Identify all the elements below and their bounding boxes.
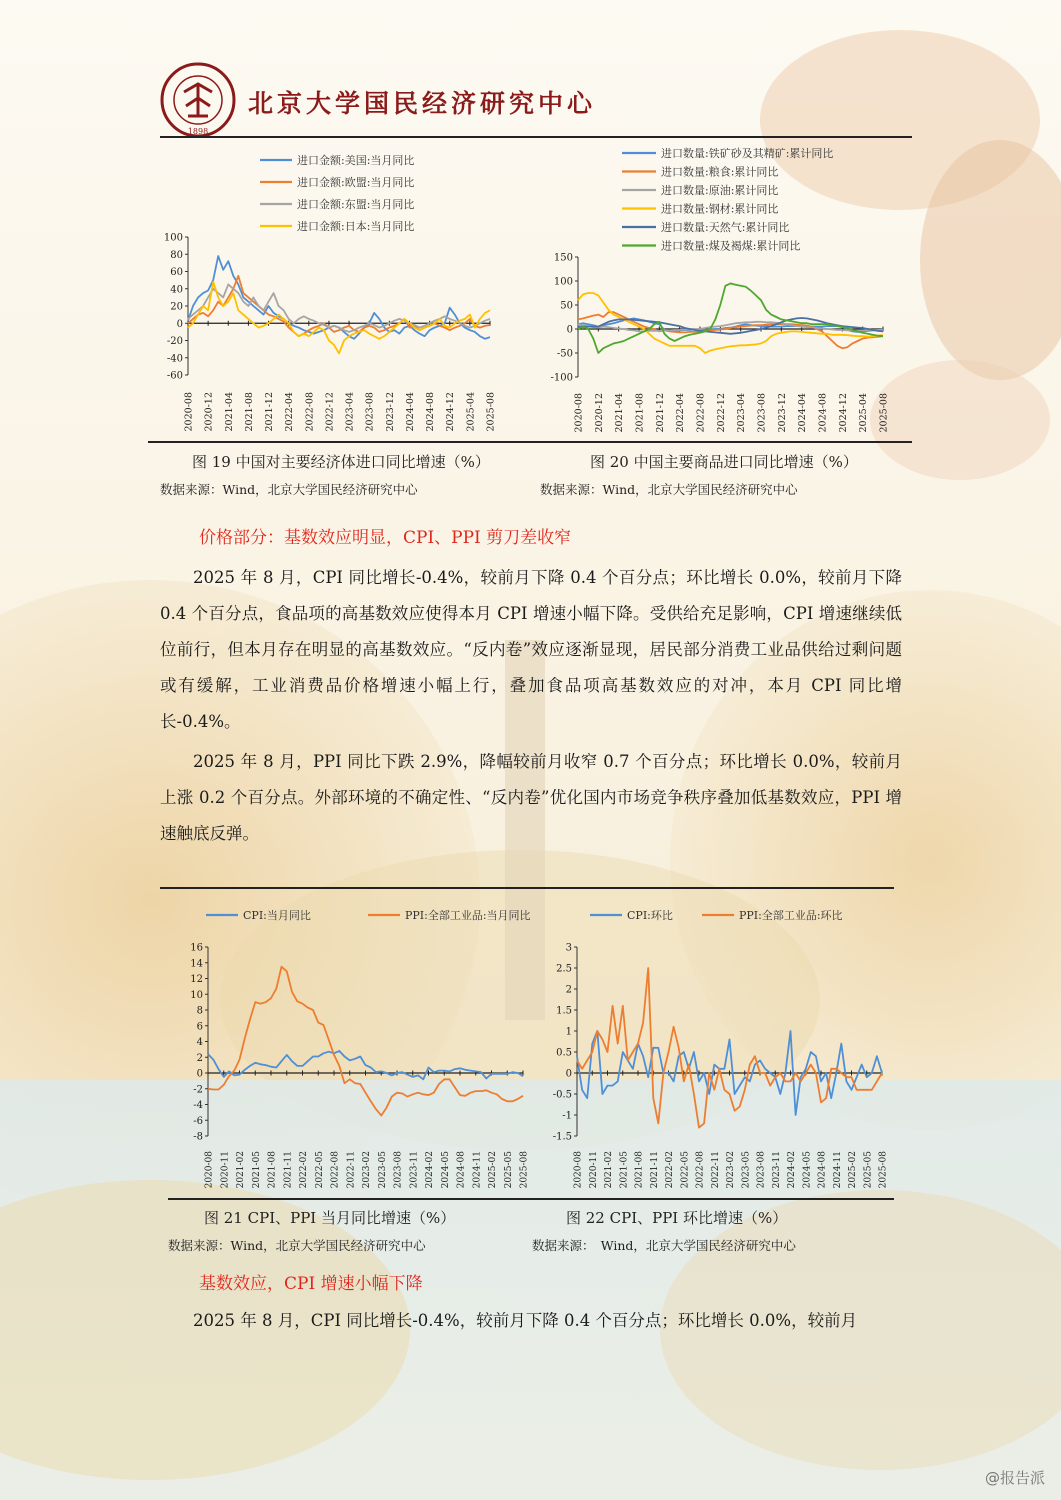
x-tick-label: 2023-02: [726, 1151, 736, 1189]
chart-fig20: [530, 140, 910, 440]
legend-label: CPI:环比: [627, 909, 673, 922]
x-tick-label: 2023-12: [384, 392, 396, 432]
logo-year: 1898: [187, 127, 209, 136]
paragraph-ppi: 2025 年 8 月，PPI 同比下跌 2.9%，降幅较前月收窄 0.7 个百分点；环比增长 0.0%，较前月上涨 0.2 个百分点。外部环境的不确定性、“反内卷”优化国内市场竞争秩序叠加低基数效应，PPI 增速触底反弹。: [160, 752, 902, 843]
y-tick-label: -20: [166, 336, 183, 347]
chart-fig21: [168, 895, 538, 1195]
x-tick-label: 2021-08: [634, 1151, 645, 1189]
x-tick-label: 2023-02: [362, 1151, 372, 1189]
x-tick-label: 2020-08: [573, 1151, 584, 1189]
fig21-source: 数据来源：Wind，北京大学国民经济研究中心: [168, 1238, 426, 1253]
cpi-section-heading: 基数效应，CPI 增速小幅下降: [199, 1274, 423, 1294]
y-tick-label: 20: [170, 301, 183, 313]
legend-label: 进口金额:美国:当月同比: [297, 154, 415, 167]
y-tick-label: -0.5: [552, 1089, 572, 1101]
x-tick-label: 2025-08: [878, 393, 890, 433]
y-tick-label: -100: [550, 372, 573, 384]
x-tick-label: 2022-08: [695, 1151, 706, 1189]
x-tick-label: 2021-12: [264, 392, 276, 432]
watermark: @报告派: [984, 1469, 1045, 1487]
paragraph-cpi: 2025 年 8 月，CPI 同比增长-0.4%，较前月下降 0.4 个百分点；环比增长 0.0%，较前月下降 0.4 个百分点，食品项的高基数效应使得本月 CPI 增速小幅下降。受供给充足影响，CPI 增速继续低位前行，但本月存在明显的高基数效应。“反内卷”效应逐渐显现，居民部分消费工业品供给过剩问题或有缓解，工业消费品价格增速小幅上行，叠加食品项高基数效应的对冲，本月 CPI 同比增长-0.4%。: [160, 568, 902, 731]
legend-label: 进口金额:东盟:当月同比: [297, 198, 415, 211]
x-tick-label: 2024-08: [817, 1151, 828, 1189]
x-tick-label: 2021-08: [267, 1151, 278, 1189]
x-tick-label: 2022-08: [304, 392, 316, 432]
x-tick-label: 2024-12: [837, 393, 849, 433]
x-tick-label: 2023-05: [377, 1151, 388, 1189]
y-tick-label: 16: [190, 942, 203, 954]
y-tick-label: 12: [190, 974, 203, 985]
x-tick-label: 2022-05: [680, 1151, 691, 1189]
series-line: [578, 283, 883, 353]
x-tick-label: 2025-08: [878, 1151, 889, 1189]
x-tick-label: 2023-04: [736, 393, 748, 433]
y-tick-label: -40: [166, 353, 183, 365]
y-tick-label: -6: [193, 1115, 203, 1127]
legend-label: 进口数量:钢材:累计同比: [661, 202, 779, 216]
y-tick-label: -1.5: [552, 1131, 572, 1143]
x-tick-label: 2024-08: [456, 1151, 467, 1189]
legend-label: 进口数量:天然气:累计同比: [661, 221, 790, 234]
y-tick-label: 14: [190, 958, 203, 970]
series-line: [188, 282, 490, 354]
x-tick-label: 2025-05: [503, 1151, 514, 1189]
y-tick-label: -4: [193, 1100, 203, 1111]
y-tick-label: 2: [565, 984, 572, 996]
x-tick-label: 2022-08: [695, 393, 707, 433]
x-tick-label: 2024-12: [445, 392, 457, 432]
fig22-caption: 图 22 CPI、PPI 环比增速（%）: [566, 1209, 788, 1227]
body-text-block-1: [160, 560, 902, 852]
series-line: [208, 967, 523, 1116]
x-tick-label: 2022-08: [330, 1151, 341, 1189]
x-tick-label: 2021-04: [614, 393, 626, 433]
y-tick-label: -60: [166, 370, 183, 382]
x-tick-label: 2023-04: [344, 392, 356, 432]
x-tick-label: 2022-05: [314, 1151, 325, 1189]
y-tick-label: 1.5: [556, 1005, 572, 1017]
x-tick-label: 2024-08: [425, 392, 437, 432]
x-tick-label: 2025-08: [485, 392, 497, 432]
x-tick-label: 2022-04: [284, 392, 296, 432]
x-tick-label: 2023-12: [776, 393, 788, 433]
brand-name: 北京大学国民经济研究中心: [248, 89, 597, 118]
x-tick-label: 2021-08: [634, 393, 646, 433]
y-tick-label: 0: [566, 324, 573, 336]
x-tick-label: 2024-02: [787, 1151, 797, 1189]
fig19-caption: 图 19 中国对主要经济体进口同比增速（%）: [192, 453, 490, 471]
y-tick-label: 0: [565, 1068, 572, 1080]
x-tick-label: 2022-11: [346, 1151, 357, 1189]
chart-fig22: [545, 895, 900, 1195]
chart-fig19: [150, 142, 510, 442]
header-rule: [160, 136, 912, 138]
x-tick-label: 2025-05: [863, 1151, 874, 1189]
y-tick-label: 80: [170, 249, 183, 261]
paragraph-cpi-detail: 2025 年 8 月，CPI 同比增长-0.4%，较前月下降 0.4 个百分点；环比增长 0.0%，较前月: [193, 1311, 858, 1330]
x-tick-label: 2024-05: [802, 1151, 813, 1189]
x-tick-label: 2020-08: [204, 1151, 215, 1189]
x-tick-label: 2024-04: [404, 392, 416, 432]
x-tick-label: 2023-08: [756, 1151, 767, 1189]
legend-label: 进口数量:煤及褐煤:累计同比: [661, 239, 801, 253]
x-tick-label: 2021-11: [649, 1151, 660, 1189]
legend-label: 进口金额:日本:当月同比: [297, 220, 415, 233]
y-tick-label: 8: [196, 1005, 203, 1017]
y-tick-label: 3: [565, 942, 572, 954]
x-tick-label: 2023-05: [741, 1151, 752, 1189]
x-tick-label: 2024-11: [472, 1151, 483, 1189]
legend-label: 进口数量:粮食:累计同比: [661, 165, 779, 179]
y-tick-label: 50: [560, 300, 573, 312]
x-tick-label: 2023-08: [756, 393, 768, 433]
y-tick-label: -1: [562, 1110, 572, 1122]
y-tick-label: 2.5: [556, 963, 572, 975]
fig20-source: 数据来源：Wind，北京大学国民经济研究中心: [540, 482, 798, 497]
y-tick-label: -8: [193, 1131, 203, 1143]
x-tick-label: 2025-04: [465, 392, 477, 432]
x-tick-label: 2022-12: [715, 393, 727, 433]
x-tick-label: 2023-08: [364, 392, 376, 432]
x-tick-label: 2023-08: [393, 1151, 404, 1189]
x-tick-label: 2022-02: [665, 1151, 675, 1189]
fig22-source: 数据来源： Wind，北京大学国民经济研究中心: [532, 1238, 796, 1253]
x-tick-label: 2025-04: [858, 393, 870, 433]
y-tick-label: 100: [553, 276, 573, 288]
fig19-source: 数据来源：Wind，北京大学国民经济研究中心: [160, 482, 418, 497]
body-text-block-2: [160, 1303, 902, 1339]
legend-label: PPI:全部工业品:当月同比: [405, 909, 531, 922]
x-tick-label: 2021-05: [251, 1151, 262, 1189]
y-tick-label: 40: [170, 284, 183, 296]
figure-rule-top: [148, 441, 912, 443]
x-tick-label: 2020-11: [588, 1151, 599, 1189]
x-tick-label: 2021-12: [654, 393, 666, 433]
y-tick-label: 60: [170, 267, 183, 278]
x-tick-label: 2020-12: [593, 393, 605, 433]
x-tick-label: 2024-11: [832, 1151, 843, 1189]
x-tick-label: 2021-11: [283, 1151, 294, 1189]
x-tick-label: 2022-02: [299, 1151, 309, 1189]
fig20-caption: 图 20 中国主要商品进口同比增速（%）: [590, 453, 858, 471]
x-tick-label: 2022-12: [324, 392, 336, 432]
figure-rule-mid: [160, 887, 894, 889]
x-tick-label: 2020-12: [203, 392, 215, 432]
y-tick-label: -2: [193, 1084, 203, 1096]
x-tick-label: 2021-02: [604, 1151, 614, 1189]
y-tick-label: 0: [176, 318, 183, 330]
legend-label: PPI:全部工业品:环比: [739, 909, 843, 922]
x-tick-label: 2021-08: [243, 392, 255, 432]
y-tick-label: 4: [196, 1037, 203, 1048]
x-tick-label: 2024-04: [797, 393, 809, 433]
x-tick-label: 2025-02: [848, 1151, 858, 1189]
series-line: [578, 293, 883, 353]
x-tick-label: 2023-11: [771, 1151, 782, 1189]
y-tick-label: 10: [190, 989, 203, 1001]
x-tick-label: 2020-08: [573, 393, 585, 433]
legend-label: CPI:当月同比: [243, 909, 311, 922]
x-tick-label: 2025-08: [519, 1151, 530, 1189]
y-tick-label: -50: [556, 348, 573, 360]
peking-university-logo: [160, 62, 236, 138]
x-tick-label: 2023-11: [409, 1151, 420, 1189]
x-tick-label: 2024-05: [440, 1151, 451, 1189]
y-tick-label: 150: [553, 252, 573, 264]
x-tick-label: 2022-04: [675, 393, 687, 433]
x-tick-label: 2021-02: [236, 1151, 246, 1189]
price-section-heading: 价格部分：基数效应明显，CPI、PPI 剪刀差收窄: [199, 528, 572, 548]
y-tick-label: 100: [163, 232, 183, 244]
figure-rule-bottom: [168, 1198, 894, 1200]
y-tick-label: 1: [565, 1026, 572, 1038]
x-tick-label: 2021-05: [619, 1151, 630, 1189]
legend-label: 进口数量:铁矿砂及其精矿:累计同比: [661, 147, 834, 160]
x-tick-label: 2020-11: [220, 1151, 231, 1189]
y-tick-label: 2: [196, 1052, 203, 1064]
legend-label: 进口金额:欧盟:当月同比: [297, 176, 415, 189]
legend-label: 进口数量:原油:累计同比: [661, 184, 779, 197]
x-tick-label: 2020-08: [183, 392, 195, 432]
x-tick-label: 2021-04: [223, 392, 235, 432]
y-tick-label: 0: [196, 1068, 203, 1080]
y-tick-label: 6: [196, 1021, 203, 1033]
x-tick-label: 2022-11: [710, 1151, 721, 1189]
fig21-caption: 图 21 CPI、PPI 当月同比增速（%）: [204, 1209, 456, 1227]
y-tick-label: 0.5: [556, 1047, 572, 1059]
x-tick-label: 2024-02: [425, 1151, 435, 1189]
x-tick-label: 2025-02: [488, 1151, 498, 1189]
x-tick-label: 2024-08: [817, 393, 829, 433]
